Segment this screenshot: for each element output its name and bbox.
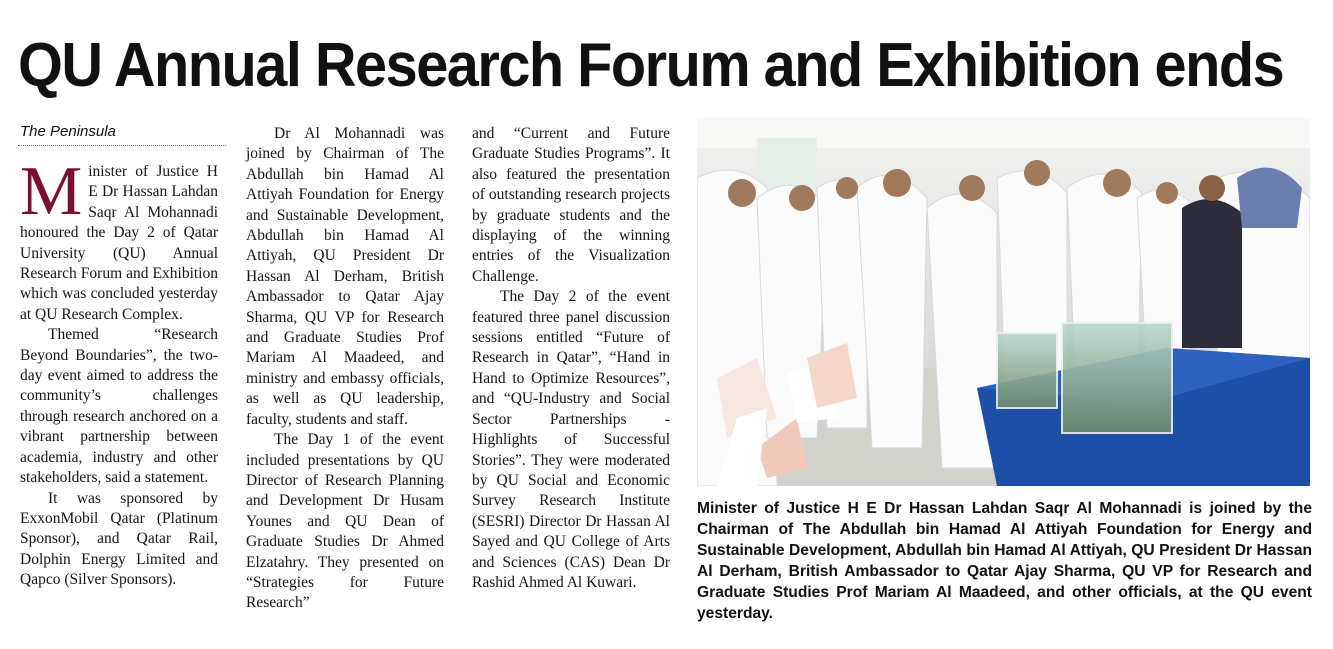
paragraph-1: [20, 153, 218, 325]
paragraph-3: It was sponsored by ExxonMobil Qatar (Platinum Sponsor), and Qatar Rail, Dolphin Energy Limited and Qapco (Silver Sponsors).: [20, 489, 218, 589]
article-column-2: [246, 124, 444, 614]
paragraph-5: The Day 1 of the event included presentations by QU Director of Research Planning and Development Dr Husam Younes and QU Dean of Graduate Studies Dr Ahmed Elzatahry. They presented on “Strategies for Future Research”: [246, 431, 444, 612]
paragraph-6: The Day 2 of the event featured three panel discussion sessions entitled “Future of Research in Qatar”, “Hand in Hand to Optimize Resources”, and “QU-Industry and Social Sector Partnerships - Highlights of Successful Stories”. They were moderated by QU Social and Economic Survey Research Institute (SESRI) Director Dr Hassan Al Sayed and QU College of Arts and Sciences (CAS) Dean Dr Rashid Ahmed Al Kuwari.: [472, 288, 670, 591]
paragraph-4: Dr Al Mohannadi was joined by Chairman of The Abdullah bin Hamad Al Attiyah Foundation for Energy and Sustainable Development, Abdullah bin Hamad Al Attiyah, QU President Dr Hassan Al Derham, British Ambassador to Qatar Ajay Sharma, QU VP for Research and Graduate Studies Prof Mariam Al Maadeed, and ministry and embassy officials, as well as QU leadership, faculty, students and staff.: [246, 125, 444, 428]
paragraph-5-continued: and “Current and Future Graduate Studies Programs”. It also featured the presentation of outstanding research projects by graduate students and the displaying of the winning entries of the Visualization Challenge.: [472, 125, 670, 285]
photo-caption: Minister of Justice H E Dr Hassan Lahdan Saqr Al Mohannadi is joined by the Chairman of The Abdullah bin Hamad Al Attiyah Foundation for Energy and Sustainable Development, Abdullah bin Hamad Al Attiyah, QU President Dr Hassan Al Derham, British Ambassador to Qatar Ajay Sharma, QU VP for Research and Graduate Studies Prof Mariam Al Maadeed, and other officials, at the QU event yesterday.: [697, 500, 1312, 622]
paragraph-1-text: inister of Justice H E Dr Hassan Lahdan Saqr Al Mohannadi honoured the Day 2 of Qatar University (QU) Annual Research Forum and Exhibition which was concluded yesterday at QU Research Complex.: [20, 163, 218, 323]
headline: QU Annual Research Forum and Exhibition ends: [18, 31, 1284, 100]
drop-cap: M: [20, 153, 83, 230]
paragraph-2: Themed “Research Beyond Boundaries”, the two-day event aimed to address the community’s challenges through research anchored on a vibrant partnership between academia, industry and other stakeholders, said a statement.: [20, 326, 218, 487]
event-photo: [697, 118, 1310, 486]
article-column-3: [472, 124, 670, 593]
byline-divider: [18, 145, 226, 146]
event-photo-illustration: [697, 118, 1310, 486]
byline: The Peninsula: [20, 123, 116, 140]
article-column-1: [20, 153, 218, 591]
